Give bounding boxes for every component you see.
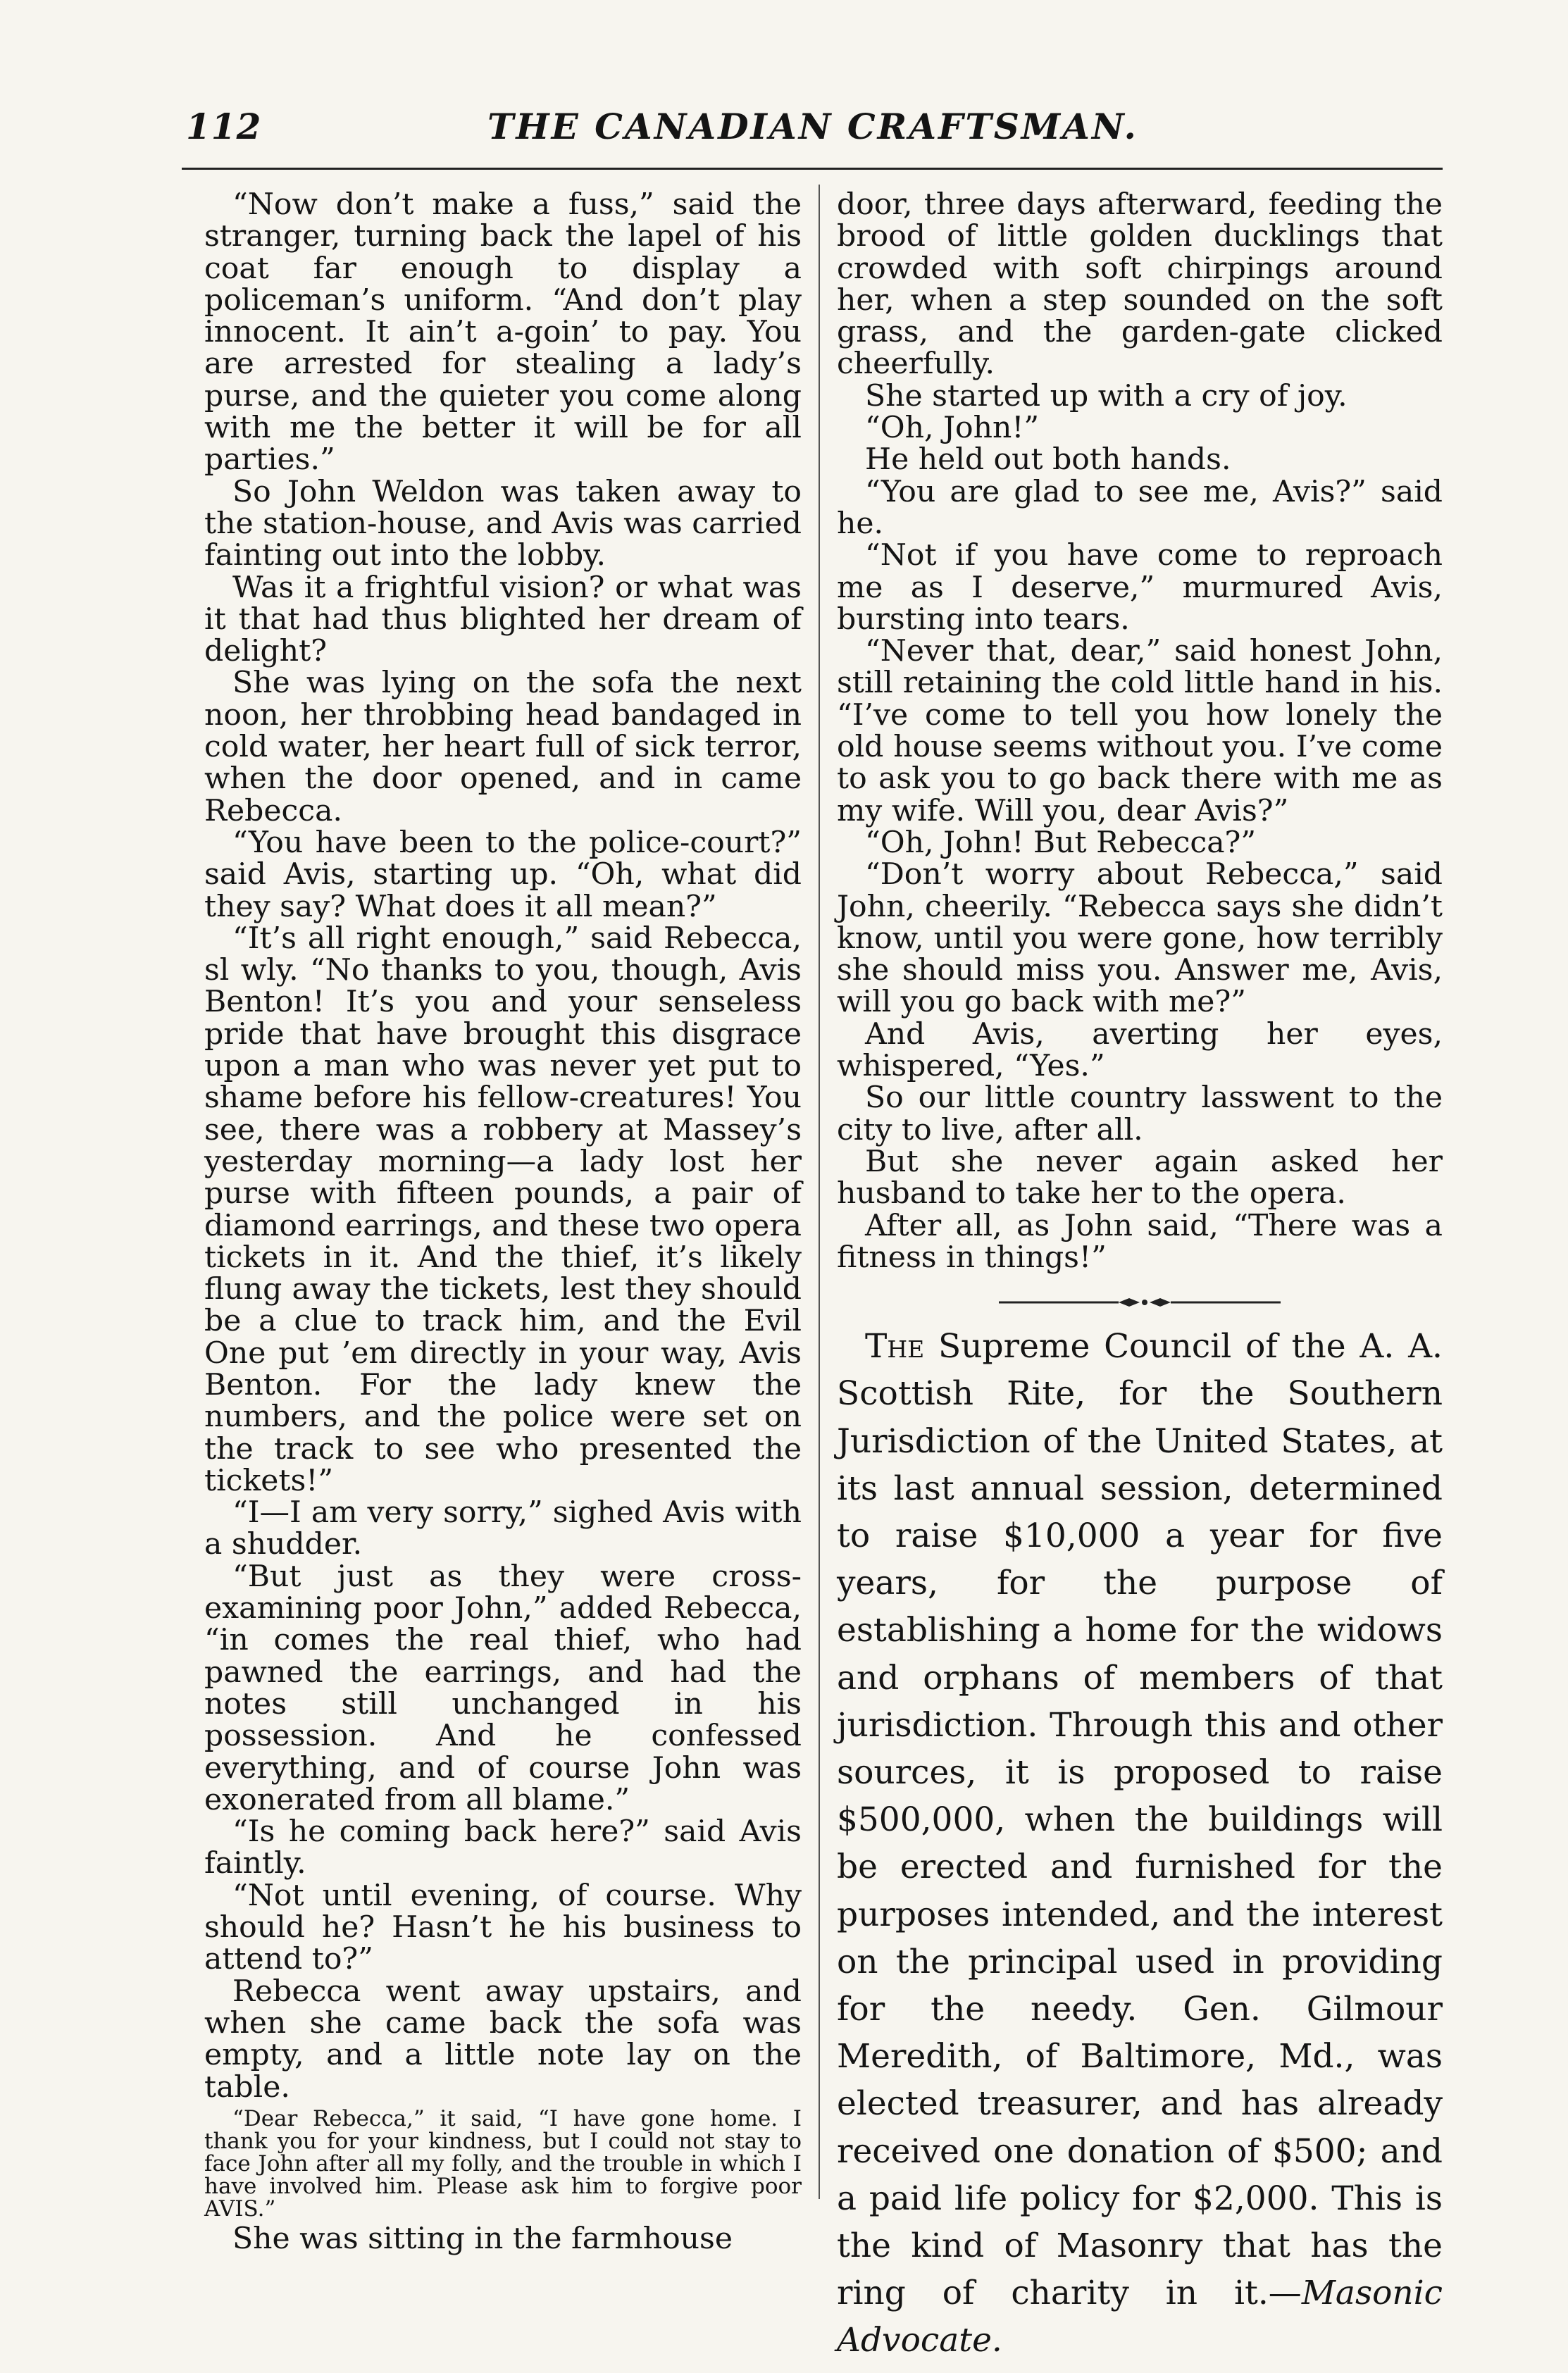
page-number: 112 bbox=[186, 106, 262, 147]
story-paragraph: After all, as John said, “There was a fitness in things!” bbox=[837, 1208, 1443, 1275]
story-paragraph: “But just as they were cross-examining poor John,” added Rebecca, “in comes the real thief, who had pawned the earrings, and had the notes still unchanged in his possession. And he confessed everything, and of course John was exonerated from all blame.” bbox=[204, 1559, 802, 1817]
story-paragraph: He held out both hands. bbox=[865, 442, 1231, 478]
story-paragraph: She was sitting in the farmhouse bbox=[232, 2221, 733, 2256]
avis-note: “Dear Rebecca,” it said, “I have gone home. I thank you for your kindness, but I could not stay to face John after all my folly, and the trouble in which I have involved him. Please ask him to forgive poor AVIS.” bbox=[204, 2105, 802, 2222]
story-paragraph: And Avis, averting her eyes, whispered, “Yes.” bbox=[837, 1016, 1443, 1084]
story-paragraph: “You have been to the police-court?” said Avis, starting up. “Oh, what did they say? What does it all mean?” bbox=[204, 825, 802, 924]
right-column bbox=[837, 189, 1443, 2365]
story-paragraph: “Don’t worry about Rebecca,” said John, cheerily. “Rebecca says she didn’t know, until you were gone, how terribly she should miss you. Answer me, Avis, will you go back with me?” bbox=[837, 857, 1443, 1020]
story-paragraph: “Oh, John!” bbox=[865, 411, 1040, 446]
notice-lead-word: The bbox=[865, 1327, 925, 1366]
story-paragraph: Was it a frightful vision? or what was it that had thus blighted her dream of delight? bbox=[204, 570, 802, 669]
story-paragraph: “Oh, John! But Rebecca?” bbox=[865, 825, 1257, 860]
story-paragraph: “Never that, dear,” said honest John, still retaining the cold little hand in his. “I’ve come to tell you how lonely the old house seems without you. I’ve come to ask you to go back there with me as my wife. Will you, dear Avis?” bbox=[837, 634, 1443, 828]
story-paragraph: She was lying on the sofa the next noon, her throbbing head bandaged in cold water, her heart full of sick terror, when the door opened, and in came Rebecca. bbox=[204, 666, 802, 828]
story-paragraph: She started up with a cry of joy. bbox=[865, 378, 1348, 413]
running-title: THE CANADIAN CRAFTSMAN. bbox=[487, 106, 1138, 147]
section-divider-ornament bbox=[837, 1288, 1443, 1309]
page-header bbox=[186, 106, 1440, 148]
story-paragraph: “I—I am very sorry,” sighed Avis with a shudder. bbox=[204, 1495, 802, 1562]
story-paragraph: “Is he coming back here?” said Avis faintly. bbox=[204, 1814, 802, 1881]
notice-paragraph bbox=[837, 1323, 1443, 2364]
masonic-notice bbox=[837, 1323, 1443, 2364]
header-rule bbox=[182, 168, 1443, 170]
story-paragraph: “Not until evening, of course. Why should he? Hasn’t he his business to attend to?” bbox=[204, 1878, 802, 1977]
left-column bbox=[204, 189, 802, 2255]
story-paragraph: So our little country lasswent to the city to live, after all. bbox=[837, 1080, 1443, 1147]
story-paragraph: “You are glad to see me, Avis?” said he. bbox=[837, 474, 1443, 541]
story-paragraph: door, three days afterward, feeding the brood of little golden ducklings that crowded with soft chirpings around her, when a step sounded on the soft grass, and the garden-gate clicked cheerfully. bbox=[837, 187, 1443, 382]
story-paragraph: “Not if you have come to reproach me as I deserve,” murmured Avis, bursting into tears. bbox=[837, 538, 1443, 637]
story-paragraph: “Now don’t make a fuss,” said the stranger, turning back the lapel of his coat far enough to display a policeman’s uniform. “And don’t play innocent. It ain’t a-goin’ to pay. You are arrested for stealing a lady’s purse, and the quieter you come along with me the better it will be for all parties.” bbox=[204, 187, 802, 478]
story-paragraph: “It’s all right enough,” said Rebecca, sl wly. “No thanks to you, though, Avis Benton! It’s you and your senseless pride that have brought this disgrace upon a man who was never yet put to shame before his fellow-creatures! You see, there was a robbery at Massey’s yesterday morning—a lady lost her purse with fifteen pounds, a pair of diamond earrings, and these two opera tickets in it. And the thief, it’s likely flung away the tickets, lest they should be a clue to track him, and the Evil One put ’em directly in your way, Avis Benton. For the lady knew the numbers, and the police were set on the track to see who presented the tickets!” bbox=[204, 921, 802, 1498]
story-paragraph: So John Weldon was taken away to the station-house, and Avis was carried fainting out into the lobby. bbox=[204, 474, 802, 573]
notice-body: Supreme Council of the A. A. Scottish Rite, for the Southern Jurisdiction of the United States, at its last annual session, determined to raise $10,000 a year for five years, for the purpose of establishing a home for the widows and orphans of members of that jurisdiction. Through this and other sources, it is proposed to raise $500,000, when the buildings will be erected and furnished for the purposes intended, and the interest on the principal used in providing for the needy. Gen. Gilmour Meredith, of Baltimore, Md., was elected treasurer, and has already received one donation of $500; and a paid life policy for $2,000. This is the kind of Masonry that has the ring of charity in it.— bbox=[837, 1327, 1443, 2313]
notice-source: Masonic Advocate. bbox=[837, 2274, 1443, 2360]
column-divider bbox=[819, 185, 820, 2199]
story-paragraph: But she never again asked her husband to take her to the opera. bbox=[837, 1144, 1443, 1212]
story-paragraph: Rebecca went away upstairs, and when she came back the sofa was empty, and a little note lay on the table. bbox=[204, 1974, 802, 2105]
